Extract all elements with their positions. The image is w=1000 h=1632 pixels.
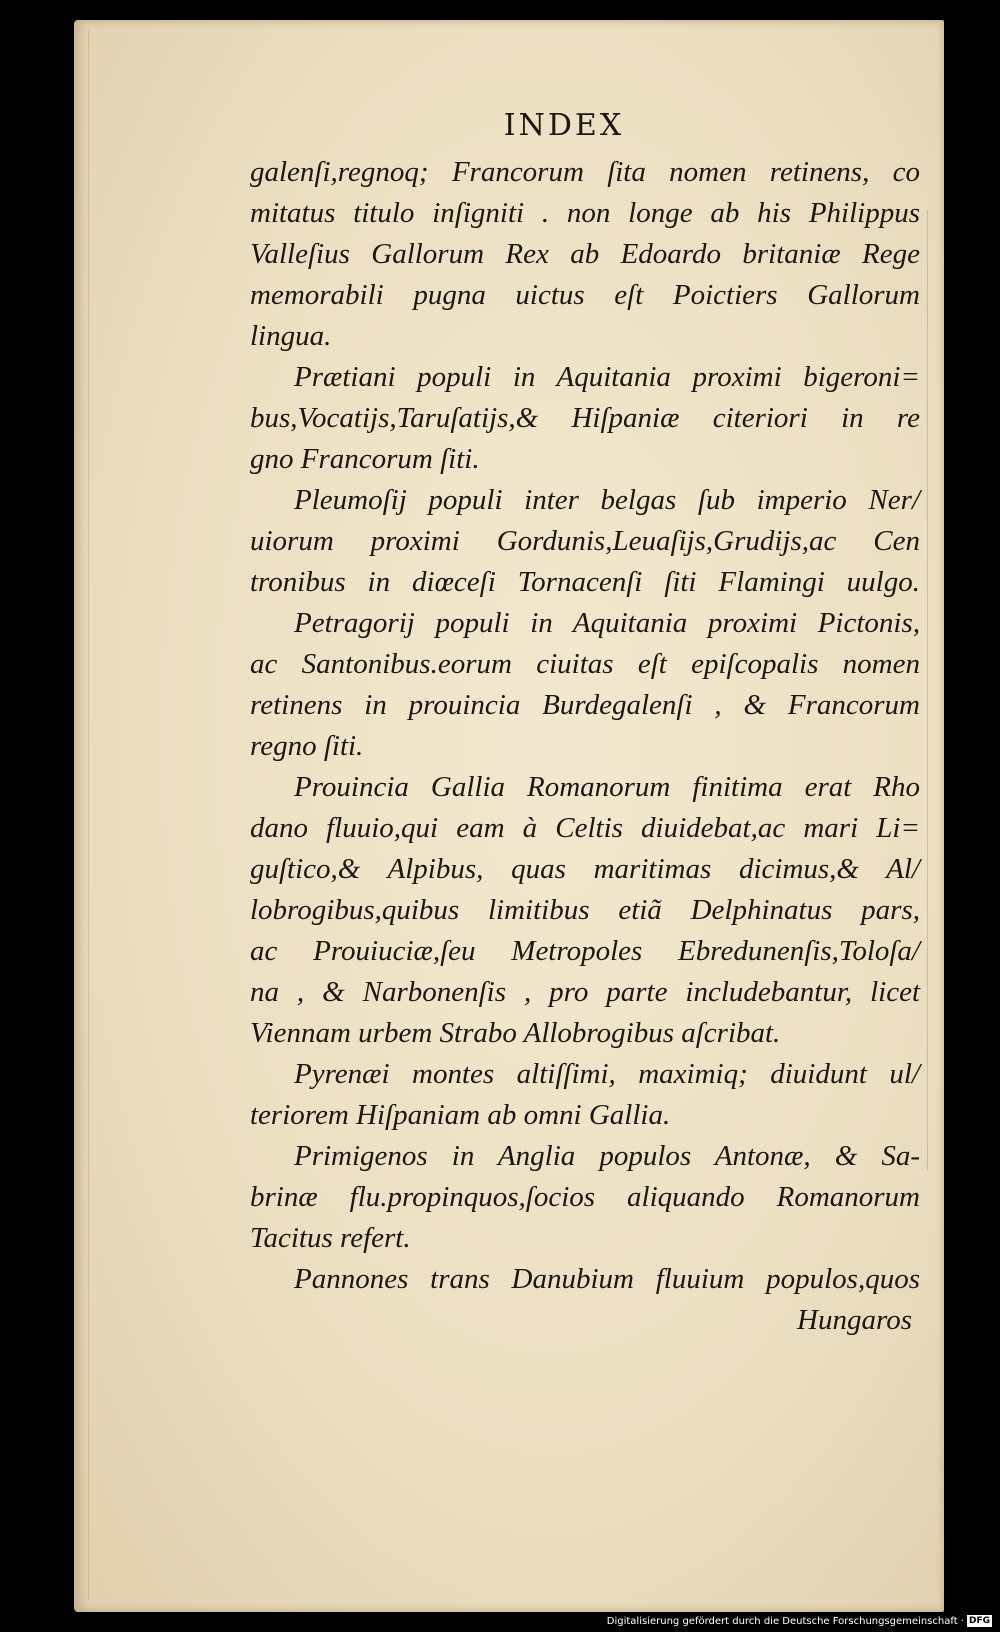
text-line: uiorum proximi Gordunis,Leuaſijs,Grudijs,ac Cen xyxy=(250,525,920,557)
text-line: regno ſiti. xyxy=(250,730,364,762)
text-line: Petragorij populi in Aquitania proximi Pictonis, xyxy=(294,607,920,639)
catchword: Hungaros xyxy=(797,1304,912,1336)
text-line: lingua. xyxy=(250,320,332,352)
text-line: mitatus titulo inſigniti . non longe ab his Philippus xyxy=(250,197,920,229)
digitization-footer xyxy=(600,1614,992,1630)
text-line: Pannones trans Danubium fluuium populos,quos xyxy=(294,1263,920,1295)
text-line: Valleſius Gallorum Rex ab Edoardo britaniæ Rege xyxy=(250,238,920,270)
text-line: bus,Vocatijs,Taruſatijs,& Hiſpaniæ citeriori in re xyxy=(250,402,920,434)
text-lines xyxy=(250,152,920,1300)
text-line: memorabili pugna uictus eſt Poictiers Gallorum xyxy=(250,279,920,311)
footer-credit: Digitalisierung gefördert durch die Deutsche Forschungsgemeinschaft · xyxy=(606,1616,964,1627)
page-fold-line xyxy=(88,30,89,1600)
text-line: ac Prouiuciæ,ſeu Metropoles Ebredunenſis,Toloſa/ xyxy=(250,935,920,967)
index-text-block xyxy=(250,152,920,1341)
text-line: Tacitus refert. xyxy=(250,1222,411,1254)
margin-rule xyxy=(927,210,928,1170)
text-line: teriorem Hiſpaniam ab omni Gallia. xyxy=(250,1099,671,1131)
running-head: INDEX xyxy=(503,108,625,143)
text-line: tronibus in diœceſi Tornacenſi ſiti Flamingi uulgo. xyxy=(250,566,920,598)
text-line: galenſi,regnoq; Francorum ſita nomen retinens, co xyxy=(250,156,920,188)
text-line: ac Santonibus.eorum ciuitas eſt epiſcopalis nomen xyxy=(250,648,920,680)
text-line: lobrogibus,quibus limitibus etiã Delphinatus pars, xyxy=(250,894,920,926)
dfg-logo: DFG xyxy=(968,1616,990,1626)
text-line: na , & Narbonenſis , pro parte includebantur, licet xyxy=(250,976,920,1008)
text-line: Viennam urbem Strabo Allobrogibus aſcribat. xyxy=(250,1017,781,1049)
text-line: gno Francorum ſiti. xyxy=(250,443,480,475)
text-line: Primigenos in Anglia populos Antonæ, & Sa- xyxy=(294,1140,920,1172)
text-line: Prouincia Gallia Romanorum finitima erat Rho xyxy=(294,771,920,803)
text-line: Pleumoſij populi inter belgas ſub imperio Ner/ xyxy=(294,484,920,516)
text-line: brinæ flu.propinquos,ſocios aliquando Romanorum xyxy=(250,1181,920,1213)
text-line: guſtico,& Alpibus, quas maritimas dicimus,& Al/ xyxy=(250,853,920,885)
text-line: Prætiani populi in Aquitania proximi bigeroni= xyxy=(294,361,920,393)
text-line: Pyrenæi montes altiſſimi, maximiq; diuidunt ul/ xyxy=(294,1058,920,1090)
text-line: dano fluuio,qui eam à Celtis diuidebat,ac mari Li= xyxy=(250,812,920,844)
text-line: retinens in prouincia Burdegalenſi , & Francorum xyxy=(250,689,920,721)
